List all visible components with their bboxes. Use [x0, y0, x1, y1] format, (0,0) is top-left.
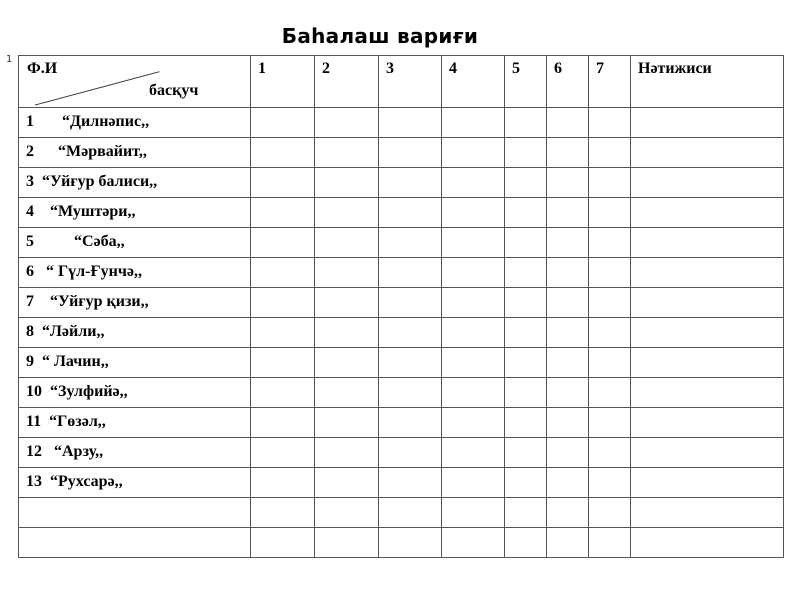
score-cell[interactable]	[442, 138, 505, 168]
table-row	[19, 108, 784, 138]
score-cell[interactable]	[379, 198, 442, 228]
student-name-cell: 1 “Дилнәпис,,	[19, 108, 251, 138]
score-cell[interactable]	[442, 168, 505, 198]
score-cell[interactable]	[442, 198, 505, 228]
score-cell[interactable]	[251, 288, 315, 318]
score-cell[interactable]	[505, 108, 547, 138]
name-column-label: Ф.И	[27, 60, 58, 77]
score-cell[interactable]	[251, 228, 315, 258]
score-cell[interactable]	[589, 108, 631, 138]
score-cell[interactable]	[505, 468, 547, 498]
table-row	[19, 258, 784, 288]
score-cell[interactable]	[505, 408, 547, 438]
score-cell[interactable]	[315, 468, 379, 498]
score-cell[interactable]	[251, 438, 315, 468]
score-cell[interactable]	[589, 198, 631, 228]
score-cell[interactable]	[589, 498, 631, 528]
score-cell[interactable]	[505, 198, 547, 228]
result-cell[interactable]	[631, 108, 784, 138]
score-cell[interactable]	[589, 258, 631, 288]
score-cell[interactable]	[251, 108, 315, 138]
score-cell[interactable]	[442, 408, 505, 438]
student-name-cell: 13 “Рухсарә,,	[19, 468, 251, 498]
result-cell[interactable]	[631, 138, 784, 168]
student-name-cell: 9 “ Лачин,,	[19, 348, 251, 378]
score-cell[interactable]	[589, 528, 631, 558]
result-cell[interactable]	[631, 168, 784, 198]
score-cell[interactable]	[315, 438, 379, 468]
score-cell[interactable]	[547, 348, 589, 378]
result-column-header: Нәтижиси	[631, 56, 784, 108]
student-name-cell	[19, 528, 251, 558]
score-cell[interactable]	[251, 318, 315, 348]
score-cell[interactable]	[442, 438, 505, 468]
column-header: 1	[251, 56, 315, 108]
score-cell[interactable]	[442, 258, 505, 288]
table-row	[19, 198, 784, 228]
score-cell[interactable]	[547, 438, 589, 468]
score-cell[interactable]	[505, 288, 547, 318]
score-cell[interactable]	[315, 408, 379, 438]
result-cell[interactable]	[631, 408, 784, 438]
score-cell[interactable]	[505, 438, 547, 468]
student-name-cell: 3 “Уйғур балиси,,	[19, 168, 251, 198]
score-cell[interactable]	[251, 258, 315, 288]
corner-header-cell	[19, 56, 251, 108]
score-cell[interactable]	[315, 108, 379, 138]
score-cell[interactable]	[547, 138, 589, 168]
result-cell[interactable]	[631, 318, 784, 348]
score-cell[interactable]	[547, 408, 589, 438]
score-cell[interactable]	[505, 498, 547, 528]
result-cell[interactable]	[631, 528, 784, 558]
score-cell[interactable]	[442, 468, 505, 498]
row-marker: 1	[6, 54, 13, 65]
score-cell[interactable]	[505, 348, 547, 378]
score-cell[interactable]	[547, 498, 589, 528]
table-row	[19, 228, 784, 258]
score-cell[interactable]	[442, 528, 505, 558]
score-cell[interactable]	[547, 108, 589, 138]
table-row	[19, 498, 784, 528]
student-name-cell	[19, 498, 251, 528]
score-cell[interactable]	[505, 228, 547, 258]
column-header: 2	[315, 56, 379, 108]
score-cell[interactable]	[547, 288, 589, 318]
table-row	[19, 408, 784, 438]
score-cell[interactable]	[505, 378, 547, 408]
score-cell[interactable]	[315, 378, 379, 408]
score-cell[interactable]	[379, 258, 442, 288]
score-cell[interactable]	[547, 318, 589, 348]
score-cell[interactable]	[589, 138, 631, 168]
table-header-row	[19, 56, 784, 108]
student-name-cell: 11 “Гөзәл,,	[19, 408, 251, 438]
score-cell[interactable]	[251, 198, 315, 228]
table-row	[19, 468, 784, 498]
score-cell[interactable]	[379, 228, 442, 258]
evaluation-table	[18, 55, 784, 558]
table-row	[19, 438, 784, 468]
score-cell[interactable]	[251, 378, 315, 408]
score-cell[interactable]	[547, 468, 589, 498]
score-cell[interactable]	[379, 288, 442, 318]
score-cell[interactable]	[589, 348, 631, 378]
score-cell[interactable]	[505, 258, 547, 288]
score-cell[interactable]	[589, 408, 631, 438]
table-row	[19, 138, 784, 168]
score-cell[interactable]	[251, 348, 315, 378]
result-cell[interactable]	[631, 468, 784, 498]
result-cell[interactable]	[631, 498, 784, 528]
result-cell[interactable]	[631, 228, 784, 258]
score-cell[interactable]	[547, 528, 589, 558]
student-name-cell: 7 “Уйғур қизи,,	[19, 288, 251, 318]
score-cell[interactable]	[251, 168, 315, 198]
stage-label: басқуч	[149, 82, 199, 99]
score-cell[interactable]	[442, 318, 505, 348]
student-name-cell: 10 “Зулфийә,,	[19, 378, 251, 408]
table-row	[19, 168, 784, 198]
score-cell[interactable]	[547, 198, 589, 228]
score-cell[interactable]	[315, 198, 379, 228]
score-cell[interactable]	[442, 378, 505, 408]
score-cell[interactable]	[251, 498, 315, 528]
student-name-cell: 6 “ Гүл-Ғунчә,,	[19, 258, 251, 288]
score-cell[interactable]	[251, 138, 315, 168]
score-cell[interactable]	[589, 318, 631, 348]
score-cell[interactable]	[589, 378, 631, 408]
student-name-cell: 5 “Сәба,,	[19, 228, 251, 258]
result-cell[interactable]	[631, 378, 784, 408]
column-header: 7	[589, 56, 631, 108]
column-header: 6	[547, 56, 589, 108]
table-row	[19, 378, 784, 408]
score-cell[interactable]	[379, 108, 442, 138]
score-cell[interactable]	[442, 108, 505, 138]
score-cell[interactable]	[315, 168, 379, 198]
score-cell[interactable]	[589, 438, 631, 468]
table-row	[19, 318, 784, 348]
score-cell[interactable]	[379, 318, 442, 348]
score-cell[interactable]	[379, 348, 442, 378]
score-cell[interactable]	[589, 468, 631, 498]
score-cell[interactable]	[589, 168, 631, 198]
student-name-cell: 12 “Арзу,,	[19, 438, 251, 468]
result-cell[interactable]	[631, 438, 784, 468]
score-cell[interactable]	[589, 288, 631, 318]
score-cell[interactable]	[547, 228, 589, 258]
score-cell[interactable]	[315, 318, 379, 348]
score-cell[interactable]	[547, 258, 589, 288]
column-header: 3	[379, 56, 442, 108]
result-cell[interactable]	[631, 348, 784, 378]
score-cell[interactable]	[589, 228, 631, 258]
score-cell[interactable]	[547, 378, 589, 408]
student-name-cell: 2 “Мәрвайит,,	[19, 138, 251, 168]
column-header: 4	[442, 56, 505, 108]
score-cell[interactable]	[251, 408, 315, 438]
score-cell[interactable]	[315, 138, 379, 168]
result-cell[interactable]	[631, 198, 784, 228]
column-header: 5	[505, 56, 547, 108]
student-name-cell: 8 “Ләйли,,	[19, 318, 251, 348]
score-cell[interactable]	[379, 498, 442, 528]
score-cell[interactable]	[505, 138, 547, 168]
score-cell[interactable]	[379, 528, 442, 558]
score-cell[interactable]	[442, 228, 505, 258]
score-cell[interactable]	[442, 288, 505, 318]
score-cell[interactable]	[379, 378, 442, 408]
score-cell[interactable]	[505, 318, 547, 348]
score-cell[interactable]	[379, 168, 442, 198]
score-cell[interactable]	[379, 138, 442, 168]
table-row	[19, 348, 784, 378]
score-cell[interactable]	[251, 528, 315, 558]
score-cell[interactable]	[442, 348, 505, 378]
score-cell[interactable]	[505, 528, 547, 558]
score-cell[interactable]	[315, 528, 379, 558]
table-row	[19, 288, 784, 318]
score-cell[interactable]	[315, 498, 379, 528]
score-cell[interactable]	[379, 408, 442, 438]
score-cell[interactable]	[505, 168, 547, 198]
result-cell[interactable]	[631, 288, 784, 318]
score-cell[interactable]	[315, 348, 379, 378]
score-cell[interactable]	[315, 258, 379, 288]
page-title: Баһалаш вариғи	[281, 24, 479, 48]
score-cell[interactable]	[251, 468, 315, 498]
result-cell[interactable]	[631, 258, 784, 288]
score-cell[interactable]	[379, 438, 442, 468]
student-name-cell: 4 “Муштәри,,	[19, 198, 251, 228]
score-cell[interactable]	[315, 228, 379, 258]
score-cell[interactable]	[547, 168, 589, 198]
table-row	[19, 528, 784, 558]
score-cell[interactable]	[442, 498, 505, 528]
score-cell[interactable]	[379, 468, 442, 498]
score-cell[interactable]	[315, 288, 379, 318]
